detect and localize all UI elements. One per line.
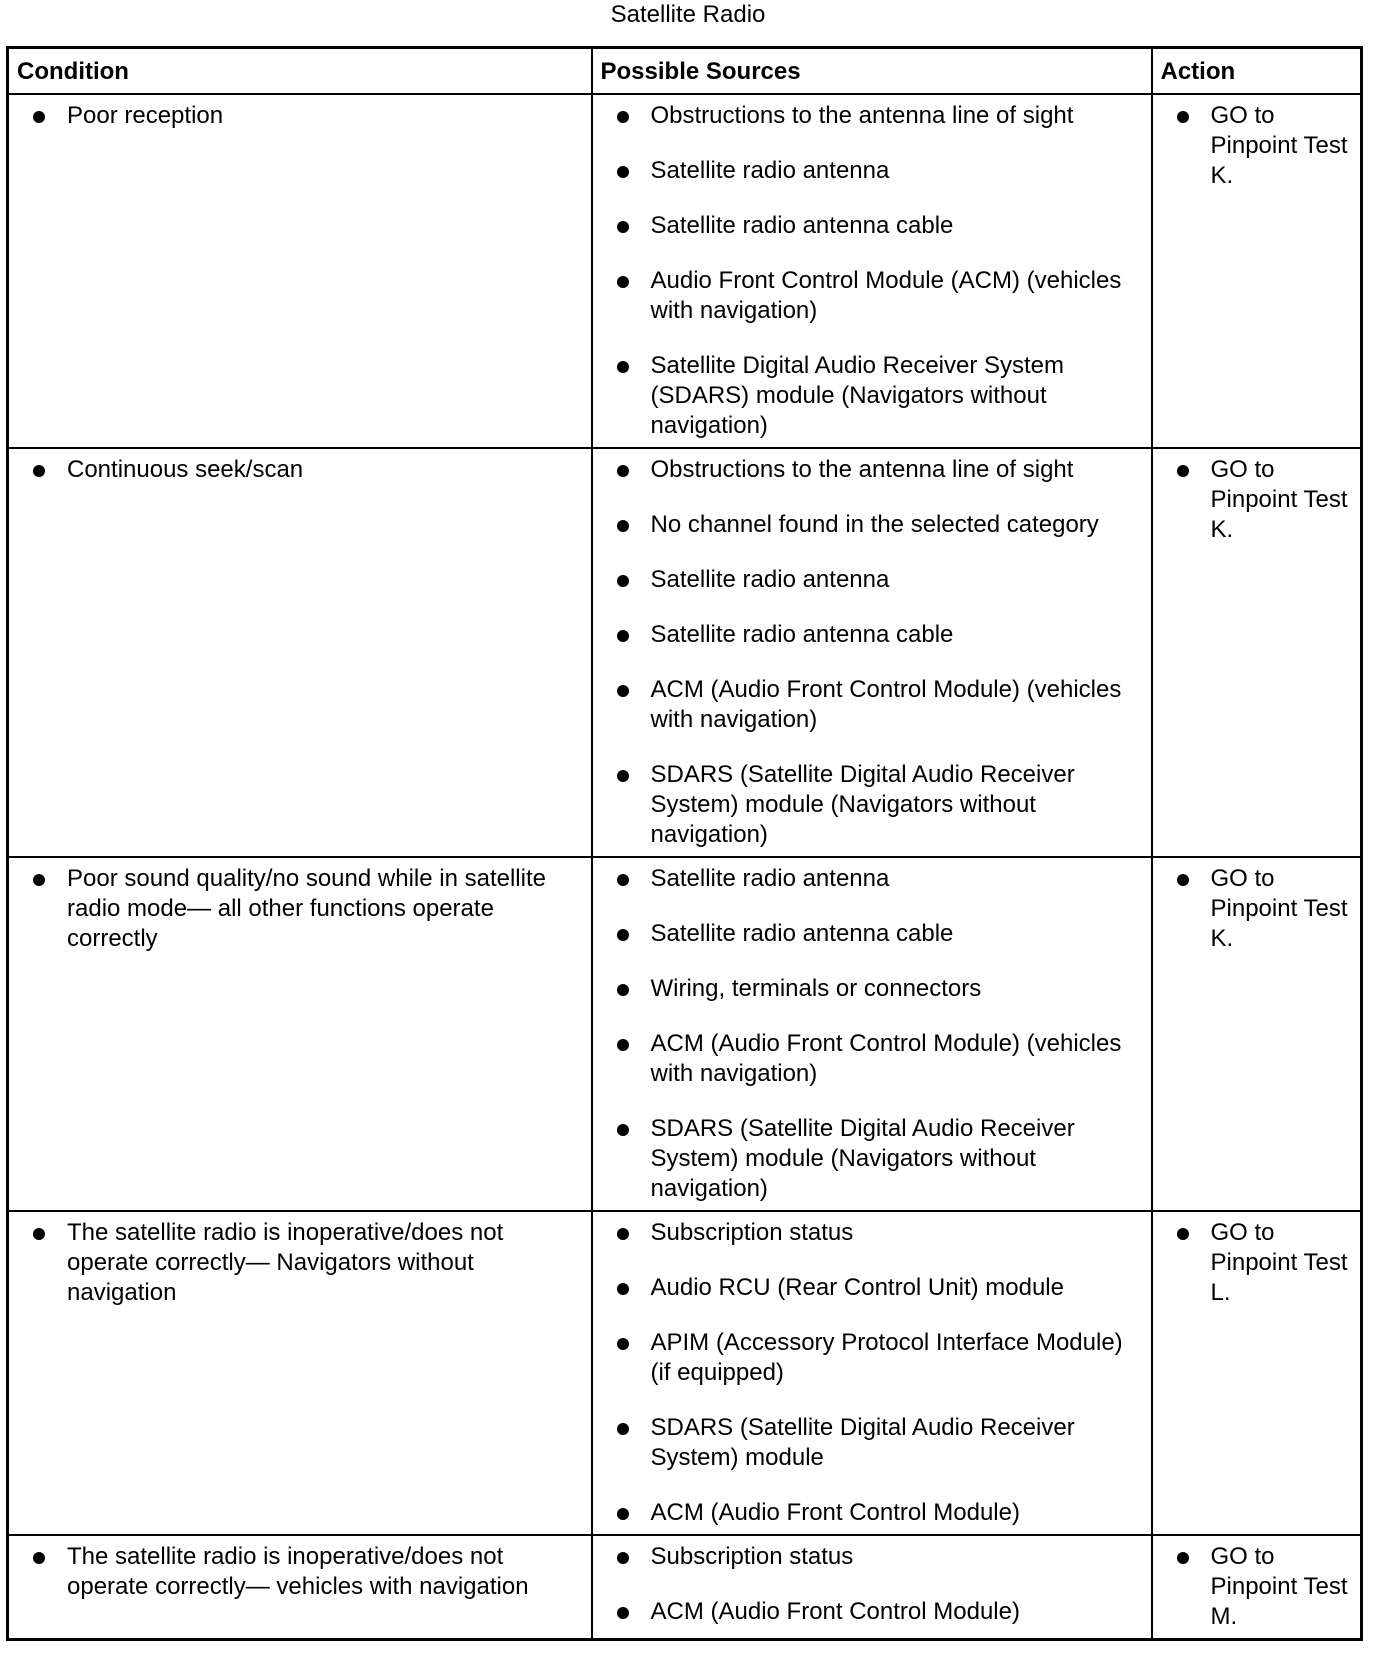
table-row (8, 1535, 1362, 1640)
bullet-icon (617, 630, 629, 642)
bullet-icon (617, 1124, 629, 1136)
list-item (9, 1218, 591, 1308)
bullet-icon (617, 685, 629, 697)
list-item (593, 351, 1151, 441)
source-text: Satellite Digital Audio Receiver System (SDARS) module (Navigators without navigation) (650, 351, 1065, 439)
list-item (9, 455, 591, 485)
action-cell (1152, 448, 1362, 857)
bullet-icon (1177, 465, 1189, 477)
action-text: GO to Pinpoint Test K. (1210, 455, 1348, 543)
bullet-icon (617, 1508, 629, 1520)
action-text: GO to Pinpoint Test M. (1210, 1542, 1348, 1630)
source-text: Satellite radio antenna (650, 565, 890, 593)
condition-cell (8, 448, 592, 857)
bullet-icon (33, 465, 45, 477)
list-item (1153, 864, 1361, 954)
source-text: APIM (Accessory Protocol Interface Module) (if equipped) (650, 1328, 1123, 1386)
list-item (593, 1597, 1151, 1627)
list-item (593, 1029, 1151, 1089)
action-cell (1152, 94, 1362, 448)
list-item (1153, 1218, 1361, 1308)
bullet-icon (1177, 1228, 1189, 1240)
list-item (593, 211, 1151, 241)
bullet-icon (617, 1228, 629, 1240)
source-text: Subscription status (650, 1218, 854, 1246)
table-row (8, 1211, 1362, 1535)
source-text: ACM (Audio Front Control Module) (650, 1597, 1020, 1625)
condition-cell (8, 1211, 592, 1535)
list-item (593, 1328, 1151, 1388)
action-text: GO to Pinpoint Test K. (1210, 864, 1348, 952)
bullet-icon (617, 1423, 629, 1435)
list-item (593, 675, 1151, 735)
bullet-icon (1177, 111, 1189, 123)
source-text: Satellite radio antenna (650, 864, 890, 892)
list-item (593, 1413, 1151, 1473)
condition-cell (8, 1535, 592, 1640)
bullet-icon (617, 520, 629, 532)
bullet-icon (617, 1283, 629, 1295)
bullet-icon (617, 770, 629, 782)
list-item (593, 1114, 1151, 1204)
bullet-icon (617, 1338, 629, 1350)
condition-text: Poor sound quality/no sound while in satellite radio mode— all other functions operate correctly (67, 864, 546, 952)
source-text: ACM (Audio Front Control Module) (vehicles with navigation) (650, 1029, 1122, 1087)
source-text: SDARS (Satellite Digital Audio Receiver System) module (Navigators without navigation) (650, 760, 1075, 848)
source-text: Audio Front Control Module (ACM) (vehicles with navigation) (650, 266, 1122, 324)
source-text: Obstructions to the antenna line of sight (650, 101, 1074, 129)
action-text: GO to Pinpoint Test L. (1210, 1218, 1348, 1306)
sources-cell (592, 857, 1152, 1211)
source-text: Satellite radio antenna cable (650, 211, 954, 239)
bullet-icon (617, 1039, 629, 1051)
list-item (593, 1542, 1151, 1572)
bullet-icon (617, 111, 629, 123)
source-text: No channel found in the selected category (650, 510, 1099, 538)
table-row (8, 857, 1362, 1211)
sources-cell (592, 94, 1152, 448)
list-item (593, 864, 1151, 894)
list-item (593, 760, 1151, 850)
bullet-icon (33, 874, 45, 886)
condition-cell (8, 94, 592, 448)
action-cell (1152, 1535, 1362, 1640)
source-text: Satellite radio antenna cable (650, 919, 954, 947)
list-item (593, 1273, 1151, 1303)
bullet-icon (617, 221, 629, 233)
bullet-icon (1177, 1552, 1189, 1564)
bullet-icon (33, 1228, 45, 1240)
action-text: GO to Pinpoint Test K. (1210, 101, 1348, 189)
bullet-icon (33, 1552, 45, 1564)
table-header-row (8, 48, 1362, 94)
source-text: Audio RCU (Rear Control Unit) module (650, 1273, 1064, 1301)
list-item (593, 455, 1151, 485)
bullet-icon (617, 929, 629, 941)
source-text: Wiring, terminals or connectors (650, 974, 982, 1002)
list-item (9, 101, 591, 131)
bullet-icon (617, 1607, 629, 1619)
header-action: Action (1152, 48, 1362, 94)
bullet-icon (617, 575, 629, 587)
table-row (8, 448, 1362, 857)
condition-cell (8, 857, 592, 1211)
bullet-icon (617, 1552, 629, 1564)
source-text: Obstructions to the antenna line of sight (650, 455, 1074, 483)
list-item (9, 864, 591, 954)
action-cell (1152, 1211, 1362, 1535)
action-cell (1152, 857, 1362, 1211)
list-item (1153, 1542, 1361, 1632)
list-item (593, 974, 1151, 1004)
source-text: ACM (Audio Front Control Module) (vehicles with navigation) (650, 675, 1122, 733)
source-text: Subscription status (650, 1542, 854, 1570)
bullet-icon (617, 361, 629, 373)
header-condition: Condition (8, 48, 592, 94)
list-item (593, 266, 1151, 326)
condition-text: The satellite radio is inoperative/does not operate correctly— Navigators without navigation (67, 1218, 504, 1306)
sources-cell (592, 448, 1152, 857)
bullet-icon (617, 276, 629, 288)
source-text: ACM (Audio Front Control Module) (650, 1498, 1020, 1526)
source-text: SDARS (Satellite Digital Audio Receiver System) module (Navigators without navigation) (650, 1114, 1075, 1202)
list-item (593, 565, 1151, 595)
list-item (593, 1498, 1151, 1528)
table-row (8, 94, 1362, 448)
list-item (593, 1218, 1151, 1248)
header-possible-sources: Possible Sources (592, 48, 1152, 94)
list-item (593, 156, 1151, 186)
source-text: Satellite radio antenna cable (650, 620, 954, 648)
bullet-icon (33, 111, 45, 123)
sources-cell (592, 1535, 1152, 1640)
list-item (1153, 101, 1361, 191)
list-item (593, 510, 1151, 540)
bullet-icon (1177, 874, 1189, 886)
list-item (9, 1542, 591, 1602)
diagnosis-table (6, 46, 1363, 1641)
condition-text: Continuous seek/scan (67, 455, 304, 483)
list-item (593, 620, 1151, 650)
list-item (593, 919, 1151, 949)
condition-text: The satellite radio is inoperative/does not operate correctly— vehicles with navigation (67, 1542, 529, 1600)
bullet-icon (617, 166, 629, 178)
list-item (1153, 455, 1361, 545)
bullet-icon (617, 874, 629, 886)
condition-text: Poor reception (67, 101, 224, 129)
page-title: Satellite Radio (610, 1, 766, 28)
sources-cell (592, 1211, 1152, 1535)
source-text: SDARS (Satellite Digital Audio Receiver System) module (650, 1413, 1075, 1471)
source-text: Satellite radio antenna (650, 156, 890, 184)
list-item (593, 101, 1151, 131)
bullet-icon (617, 465, 629, 477)
bullet-icon (617, 984, 629, 996)
